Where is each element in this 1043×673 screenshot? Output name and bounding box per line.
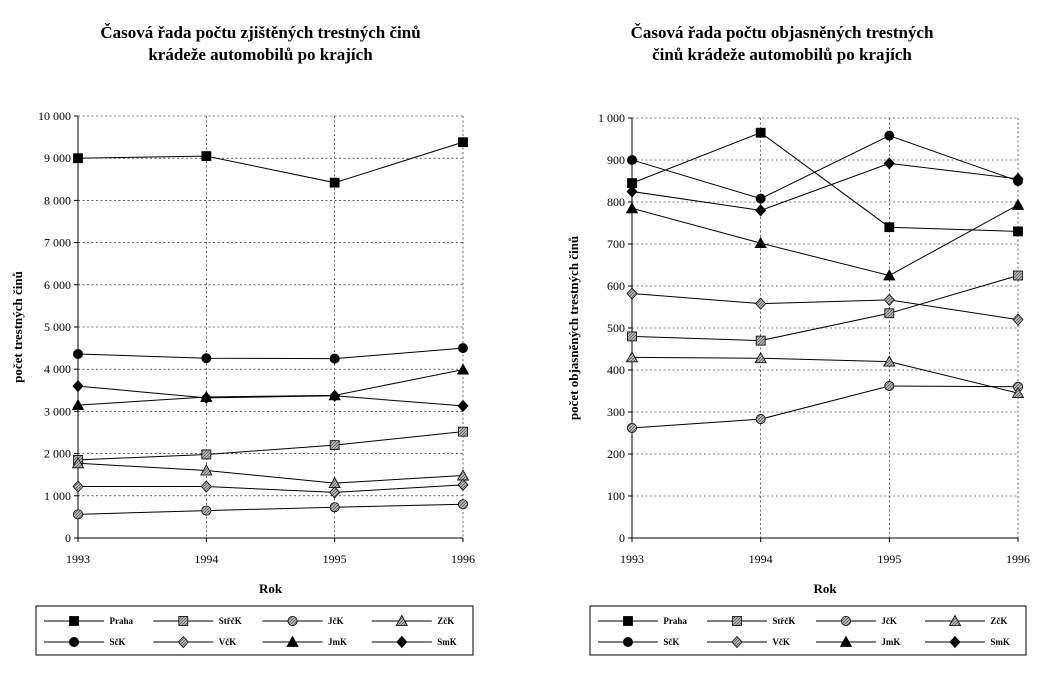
right-series-jmk [627, 199, 1024, 280]
right-y-axis-title: počet objasněných trestných činů [566, 235, 581, 421]
left-point-smk [458, 400, 468, 411]
right-point-vck [1013, 314, 1023, 325]
left-point-sck [73, 349, 82, 358]
left-y-tick-label: 8 000 [44, 193, 71, 208]
right-series-line-strck [632, 276, 1018, 341]
left-series-line-jck [78, 504, 463, 514]
left-legend-label: SmK [437, 637, 457, 647]
right-point-praha [1014, 227, 1023, 236]
left-x-axis-title: Rok [258, 581, 283, 596]
right-y-tick-label: 500 [607, 321, 625, 335]
chart-right-svg [521, 0, 1043, 673]
left-y-tick-label: 6 000 [44, 277, 71, 292]
right-point-jck [885, 381, 894, 390]
left-series-zck [73, 458, 469, 488]
right-y-tick-label: 900 [607, 153, 625, 167]
left-point-jck [330, 503, 339, 512]
right-legend-marker-sck [623, 637, 632, 646]
right-point-smk [756, 205, 766, 216]
left-series-praha [74, 138, 468, 188]
left-point-strck [202, 450, 211, 459]
left-legend-label: SčK [109, 637, 126, 647]
right-x-tick-label: 1995 [877, 552, 902, 566]
left-series-line-sck [78, 348, 463, 359]
left-point-vck [330, 487, 340, 498]
right-point-zck [627, 352, 638, 362]
left-point-vck [201, 481, 211, 492]
right-series-line-vck [632, 294, 1018, 320]
right-y-tick-label: 200 [607, 447, 625, 461]
left-y-tick-label: 0 [65, 531, 71, 545]
left-x-tick-label: 1994 [194, 552, 219, 566]
right-point-jck [756, 415, 765, 424]
right-x-tick-label: 1994 [748, 552, 773, 566]
right-point-praha [885, 223, 894, 232]
chart-left-svg [0, 0, 521, 673]
left-y-tick-label: 2 000 [44, 446, 71, 461]
left-series-strck [74, 427, 468, 464]
left-point-jck [73, 510, 82, 519]
right-legend-label: StřčK [772, 616, 796, 626]
left-y-tick-label: 3 000 [44, 404, 71, 419]
left-point-vck [458, 479, 468, 490]
right-series-line-jmk [632, 205, 1018, 276]
right-point-strck [756, 336, 765, 345]
left-x-tick-label: 1995 [322, 552, 347, 566]
left-legend-marker-sck [69, 637, 78, 646]
left-legend-marker-strck [179, 617, 188, 626]
left-series-jck [73, 500, 467, 519]
left-point-smk [73, 381, 83, 392]
right-series-praha [628, 128, 1023, 236]
left-legend-label: StřčK [218, 616, 242, 626]
right-series-vck [627, 288, 1023, 325]
left-point-praha [330, 178, 339, 187]
left-y-tick-label: 10 000 [38, 109, 71, 123]
left-y-tick-label: 7 000 [44, 235, 71, 250]
right-y-tick-label: 400 [607, 363, 625, 377]
left-legend-label: JčK [328, 616, 344, 626]
right-series-strck [628, 271, 1023, 345]
right-point-strck [885, 309, 894, 318]
right-y-tick-label: 300 [607, 405, 625, 419]
right-legend-label: ZčK [990, 616, 1008, 626]
right-point-sck [756, 194, 765, 203]
right-point-smk [884, 158, 894, 169]
left-point-praha [202, 152, 211, 161]
right-legend-label: JčK [881, 616, 897, 626]
right-series-zck [627, 352, 1024, 398]
left-point-sck [458, 344, 467, 353]
right-x-tick-label: 1993 [620, 552, 644, 566]
right-series-line-jck [632, 386, 1018, 428]
left-series-line-vck [78, 485, 463, 493]
left-legend-marker-praha [70, 617, 79, 626]
right-legend-box [590, 606, 1026, 655]
right-x-axis-title: Rok [813, 581, 837, 596]
left-series-line-praha [78, 142, 463, 183]
chart-left [0, 0, 521, 673]
left-legend-label: VčK [218, 637, 237, 647]
left-point-sck [330, 354, 339, 363]
left-legend-marker-jck [288, 616, 297, 625]
left-point-vck [73, 481, 83, 492]
right-legend-marker-strck [732, 617, 741, 626]
right-y-tick-label: 700 [607, 237, 625, 251]
left-legend-label: JmK [328, 637, 348, 647]
right-series-jck [627, 381, 1022, 432]
right-legend-label: SčK [663, 637, 680, 647]
right-series-line-praha [632, 133, 1018, 232]
right-series-sck [627, 131, 1022, 203]
right-point-praha [756, 128, 765, 137]
right-y-tick-label: 0 [619, 531, 625, 545]
right-point-strck [1014, 271, 1023, 280]
left-y-tick-label: 5 000 [44, 320, 71, 334]
left-y-tick-label: 9 000 [44, 151, 71, 166]
left-point-strck [459, 427, 468, 436]
left-x-tick-label: 1996 [451, 552, 475, 566]
left-point-jck [202, 506, 211, 515]
chart-title-left-line-2: krádeže automobilů po krajích [148, 45, 373, 64]
right-x-tick-label: 1996 [1006, 552, 1030, 566]
right-legend-marker-jck [841, 616, 850, 625]
right-y-tick-label: 600 [607, 279, 625, 293]
left-point-jmk [458, 364, 469, 374]
right-y-tick-label: 100 [607, 489, 625, 503]
right-series-line-zck [632, 357, 1018, 393]
right-point-jmk [1013, 199, 1024, 209]
right-y-tick-label: 800 [607, 195, 625, 209]
left-grid [78, 116, 463, 538]
right-series-line-smk [632, 163, 1018, 210]
left-series-line-strck [78, 432, 463, 460]
right-point-vck [884, 294, 894, 305]
left-series-vck [73, 479, 468, 498]
left-legend-label: Praha [109, 616, 134, 626]
left-y-tick-label: 4 000 [44, 362, 71, 377]
left-point-jck [458, 500, 467, 509]
right-point-strck [628, 332, 637, 341]
left-point-zck [458, 470, 469, 480]
left-series-jmk [73, 364, 469, 409]
right-legend-label: Praha [663, 616, 687, 626]
chart-title-right-line-1: Časová řada počtu objasněných trestných [630, 23, 934, 42]
chart-title-right-line-2: činů krádeže automobilů po krajích [652, 45, 912, 64]
left-point-sck [202, 354, 211, 363]
chart-right [521, 0, 1043, 673]
left-series-sck [73, 344, 467, 364]
left-series-line-zck [78, 463, 463, 483]
left-legend-box [36, 606, 473, 655]
left-point-strck [330, 441, 339, 450]
left-series-line-jmk [78, 370, 463, 405]
right-point-jmk [627, 203, 638, 213]
right-point-sck [627, 155, 636, 164]
right-point-sck [885, 131, 894, 140]
right-series-smk [627, 158, 1023, 216]
right-point-jck [627, 423, 636, 432]
right-legend-label: SmK [990, 637, 1010, 647]
left-y-axis-title: počet trestných činů [10, 271, 25, 383]
right-point-jmk [755, 238, 766, 248]
chart-title-left-line-1: Časová řada počtu zjištěných trestných činů [100, 23, 421, 42]
right-grid [632, 118, 1018, 538]
right-legend-marker-praha [623, 617, 632, 626]
right-series-line-sck [632, 136, 1018, 199]
right-y-tick-label: 1 000 [598, 111, 625, 125]
left-x-tick-label: 1993 [66, 552, 90, 566]
right-legend [590, 606, 1026, 655]
right-point-vck [627, 288, 637, 299]
left-y-tick-label: 1 000 [44, 488, 71, 503]
right-legend-label: VčK [772, 637, 790, 647]
left-point-praha [459, 138, 468, 147]
right-legend-label: JmK [881, 637, 901, 647]
left-legend [36, 606, 473, 655]
left-legend-label: ZčK [437, 616, 455, 626]
left-point-praha [74, 154, 83, 163]
right-point-vck [756, 298, 766, 309]
